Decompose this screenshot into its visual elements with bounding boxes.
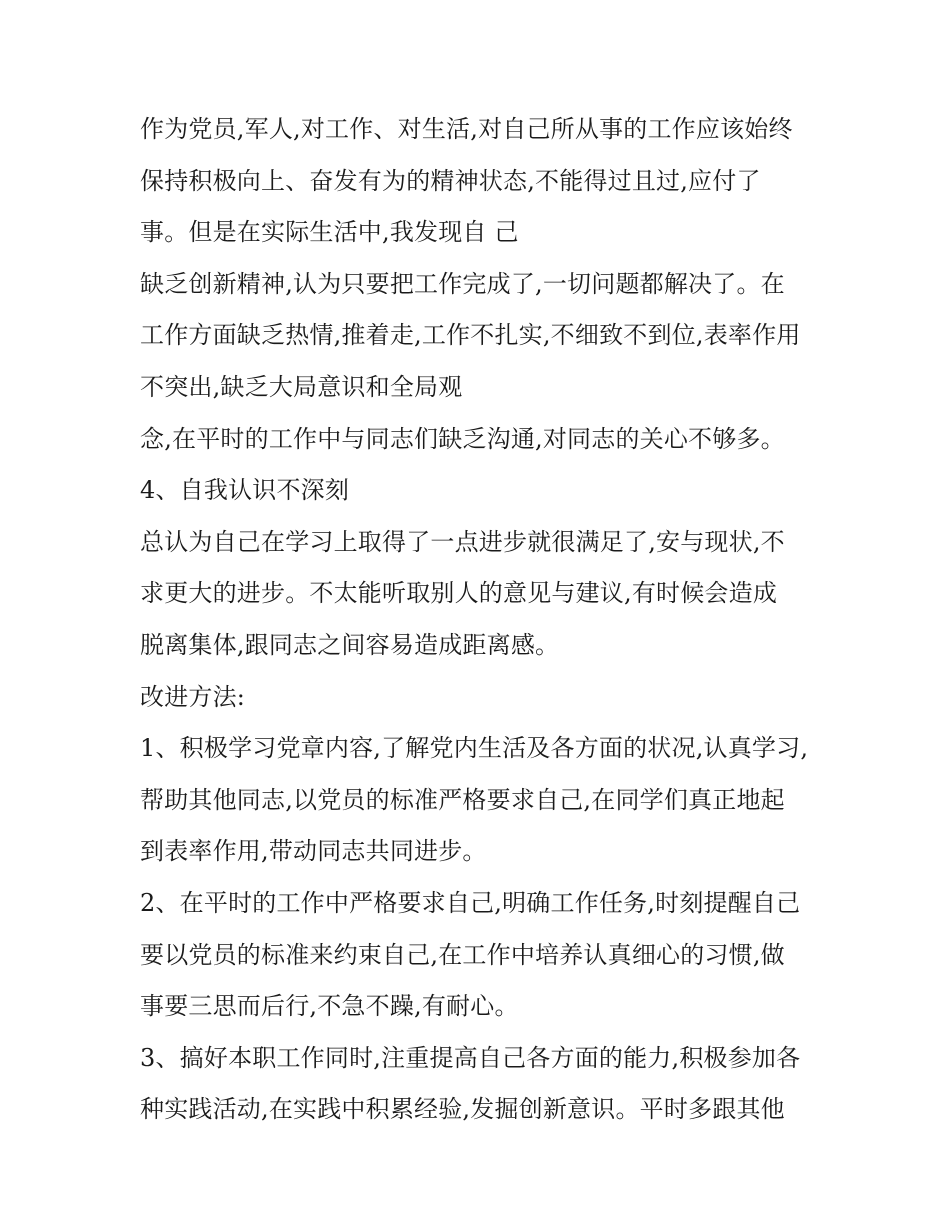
text-line: 不突出,缺乏大局意识和全局观 [140, 372, 463, 401]
text-line: 念,在平时的工作中与同志们缺乏沟通,对同志的关心不够多。 [140, 424, 785, 453]
list-item-text: 2、在平时的工作中严格要求自己,明确工作任务,时刻提醒自己 [140, 888, 801, 917]
text-line: 脱离集体,跟同志之间容易造成距离感。 [140, 630, 560, 659]
list-item-text: 1、积极学习党章内容,了解党内生活及各方面的状况,认真学习, [140, 734, 809, 763]
document-body [140, 104, 830, 1136]
text-line: 工作方面缺乏热情,推着走,工作不扎实,不细致不到位,表率作用 [140, 321, 801, 350]
text-line: 总认为自己在学习上取得了一点进步就很满足了,安与现状,不 [140, 527, 785, 556]
list-item-text: 到表率作用,带动同志共同进步。 [140, 837, 487, 866]
section-heading: 改进方法: [140, 682, 246, 711]
text-line: 求更大的进步。不太能听取别人的意见与建议,有时候会造成 [140, 579, 778, 608]
list-item-text: 要以党员的标准来约束自己,在工作中培养认真细心的习惯,做 [140, 940, 785, 969]
text-line: 保持积极向上、奋发有为的精神状态,不能得过且过,应付了 [140, 166, 761, 195]
text-line: 作为党员,军人,对工作、对生活,对自己所从事的工作应该始终 [140, 115, 793, 143]
text-line: 缺乏创新精神,认为只要把工作完成了,一切问题都解决了。在 [140, 269, 785, 298]
list-item-text: 事要三思而后行,不急不躁,有耐心。 [140, 992, 519, 1021]
list-item-text: 3、搞好本职工作同时,注重提高自己各方面的能力,积极参加各 [140, 1043, 801, 1072]
list-item-text: 帮助其他同志,以党员的标准严格要求自己,在同学们真正地起 [140, 785, 785, 814]
section-heading: 4、自我认识不深刻 [140, 476, 350, 505]
list-item-text: 种实践活动,在实践中积累经验,发掘创新意识。平时多跟其他 [140, 1095, 785, 1124]
text-line: 事。但是在实际生活中,我发现自 己 [140, 218, 519, 247]
